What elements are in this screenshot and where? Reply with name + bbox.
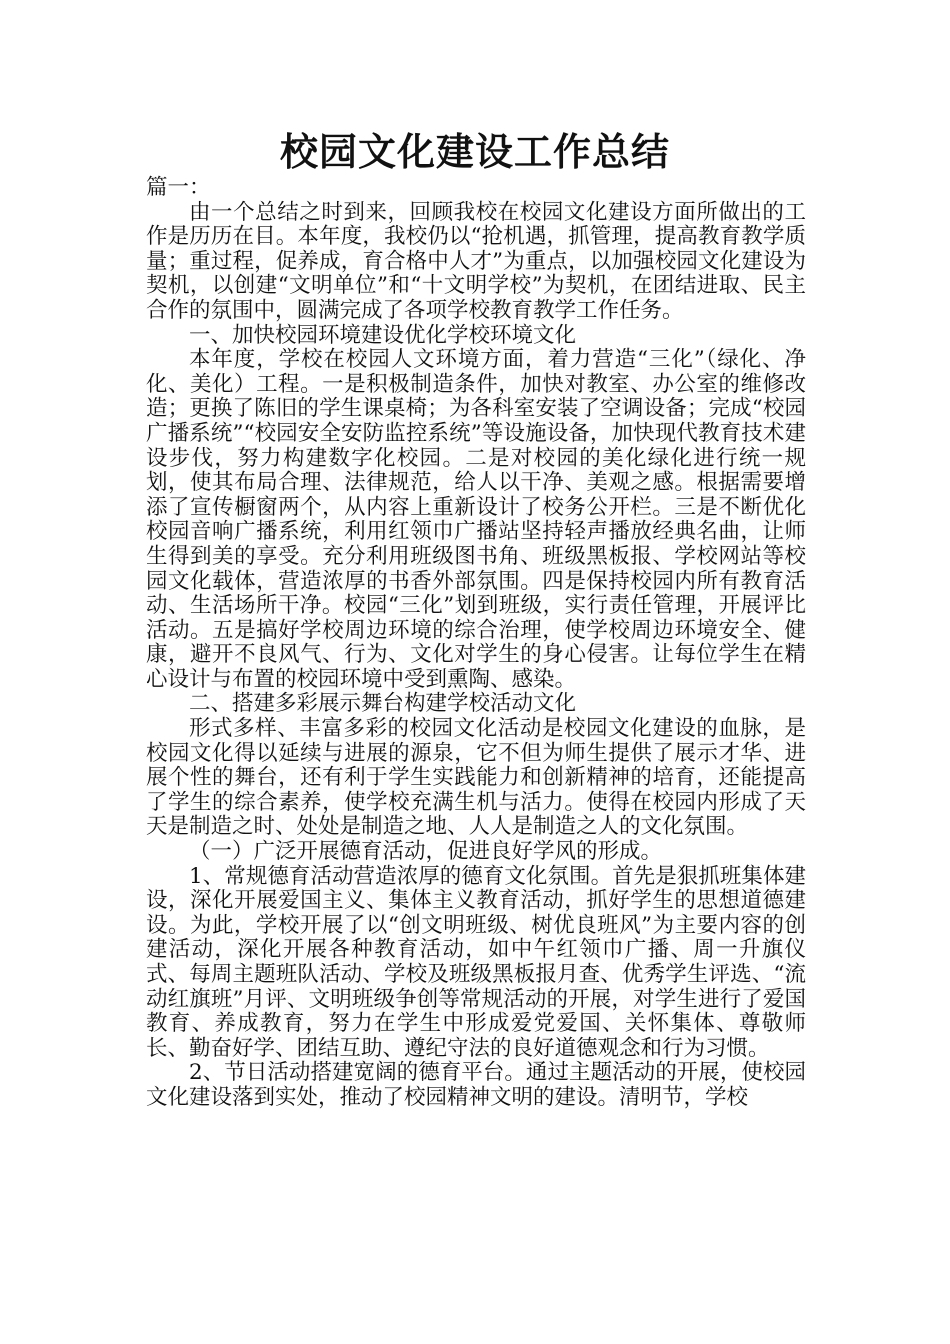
paragraph-environment: 本年度，学校在校园人文环境方面，着力营造“三化”（绿化、净化、美化）工程。一是积极制造条件，加快对教室、办公室的维修改造；更换了陈旧的学生课桌椅；为各科室安装了空调设备；完成“校园广播系统”“校园安全安防监控系统”等设施设备，加快现代教育技术建设步伐，努力构建数字化校园。二是对校园的美化绿化进行统一规划，使其布局合理、法律规范，给人以干净、美观之感。根据需要增添了宣传橱窗两个，从内容上重新设计了校务公开栏。三是不断优化校园音响广播系统，利用红领巾广播站坚持轻声播放经典名曲，让师生得到美的享受。充分利用班级图书角、班级黑板报、学校网站等校园文化载体，营造浓厚的书香外部氛围。四是保持校园内所有教育活动、生活场所干净。校园“三化”划到班级，实行责任管理，开展评比活动。五是搞好学校周边环境的综合治理，使学校周边环境安全、健康，避开不良风气、行为、文化对学生的身心侵害。让每位学生在精心设计与布置的校园环境中受到熏陶、感染。	[146, 347, 806, 692]
heading-section-2: 二、搭建多彩展示舞台构建学校活动文化	[189, 691, 577, 717]
document-title: 校园文化建设工作总结	[279, 130, 670, 174]
paragraph-routine-moral: 1、常规德育活动营造浓厚的德育文化氛围。首先是狠抓班集体建设，深化开展爱国主义、集体主义教育活动，抓好学生的思想道德建设。为此，学校开展了以“创文明班级、树优良班风”为主要内容的创建活动，深化开展各种教育活动，如中午红领巾广播、周一升旗仪式、每周主题班队活动、学校及班级黑板报月查、优秀学生评选、“流动红旗班”月评、文明班级争创等常规活动的开展，对学生进行了爱国教育、养成教育，努力在学生中形成爱党爱国、关怀集体、尊敬师长、勤奋好学、团结互助、遵纪守法的良好道德观念和行为习惯。	[146, 863, 806, 1061]
paragraph-intro: 由一个总结之时到来，回顾我校在校园文化建设方面所做出的工作是历历在目。本年度，我校仍以“抢机遇，抓管理，提高教育教学质量；重过程，促养成，育合格中人才”为重点，以加强校园文化建设为契机，以创建“文明单位”和“十文明学校”为契机，在团结进取、民主合作的氛围中，圆满完成了各项学校教育教学工作任务。	[146, 199, 806, 323]
paragraph-festival: 2、节日活动搭建宽阔的德育平台。通过主题活动的开展，使校园文化建设落到实处，推动了校园精神文明的建设。清明节，学校	[146, 1060, 806, 1110]
paragraph-activities: 形式多样、丰富多彩的校园文化活动是校园文化建设的血脉，是校园文化得以延续与进展的源泉，它不但为师生提供了展示才华、进展个性的舞台，还有利于学生实践能力和创新精神的培育，还能提高了学生的综合素养，使学校充满生机与活力。使得在校园内形成了天天是制造之时、处处是制造之地、人人是制造之人的文化氛围。	[146, 716, 806, 840]
heading-section-1: 一、加快校园环境建设优化学校环境文化	[189, 322, 577, 348]
heading-subsection-1: （一）广泛开展德育活动，促进良好学风的形成。	[189, 839, 663, 865]
section-label: 篇一：	[146, 175, 211, 200]
document-body	[146, 176, 806, 1111]
